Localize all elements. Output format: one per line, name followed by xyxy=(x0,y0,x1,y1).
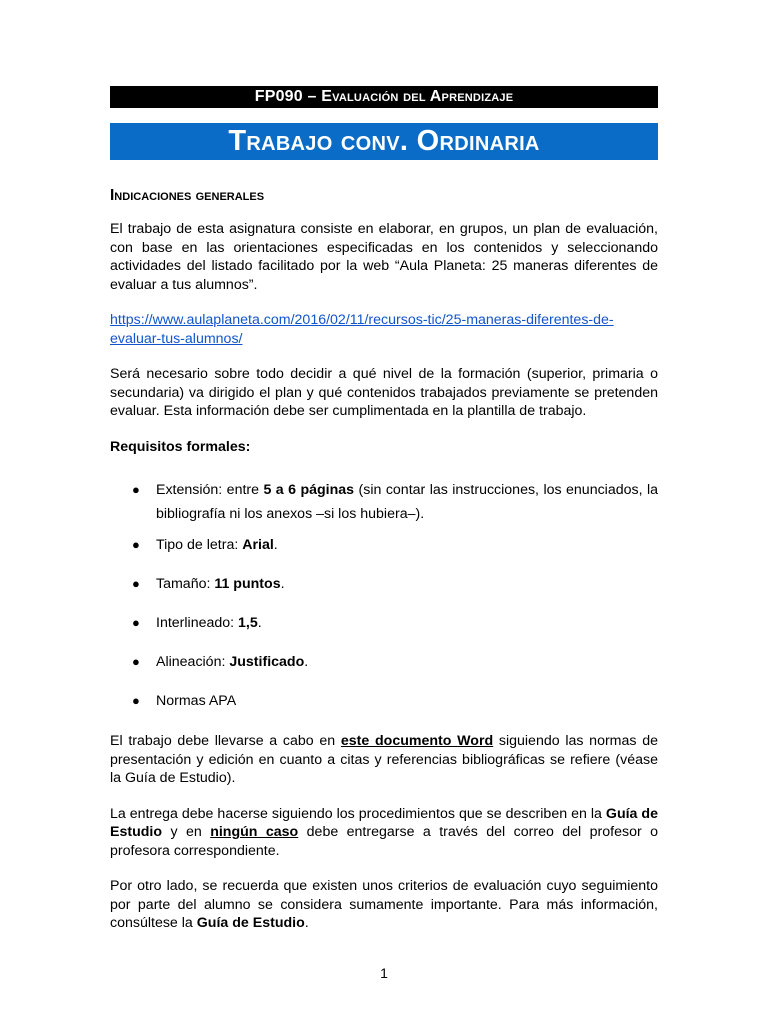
document-title-banner: Trabajo conv. Ordinaria xyxy=(110,123,658,160)
section-heading: Indicaciones generales xyxy=(110,187,265,204)
requirement-alignment xyxy=(110,650,658,674)
requirement-value: 1,5 xyxy=(238,615,258,631)
requirement-suffix: (sin contar las instrucciones, los enunciados, la bibliografía ni los anexos –si los hubiera–). xyxy=(156,482,659,522)
requirement-label: Alineación: xyxy=(156,654,230,670)
requirement-font xyxy=(110,533,658,557)
requirement-apa xyxy=(110,689,658,713)
bullet-icon: ● xyxy=(132,693,140,708)
aulaplaneta-link[interactable]: https://www.aulaplaneta.com/2016/02/11/recursos-tic/25-maneras-diferentes-de-evaluar-tus-alumnos/ xyxy=(110,312,614,347)
criteria-paragraph: Por otro lado, se recuerda que existen unos criterios de evaluación cuyo seguimiento por parte del alumno se considera sumamente importante. Para más información, consúltese la Guía de Estudio. xyxy=(110,878,658,931)
requirement-label: Tipo de letra: xyxy=(156,537,243,553)
requirement-label: Tamaño: xyxy=(156,576,215,592)
requirement-suffix: . xyxy=(273,537,278,553)
word-document-link[interactable]: este documento Word xyxy=(340,733,494,749)
requirement-extension xyxy=(110,478,658,526)
document-page xyxy=(110,86,658,933)
requirement-value: 5 a 6 páginas xyxy=(263,482,355,498)
study-guide-ref: Guía de Estudio xyxy=(196,915,305,931)
course-code-banner: FP090 – Evaluación del Aprendizaje xyxy=(110,86,658,108)
requirement-line-spacing xyxy=(110,611,658,635)
word-document-paragraph: El trabajo debe llevarse a cabo en este documento Word siguiendo las normas de presentación y edición en cuanto a citas y referencias bibliográficas se refiere (véase la Guía de Estudio). xyxy=(110,733,658,786)
delivery-paragraph: La entrega debe hacerse siguiendo los procedimientos que se describen en la Guía de Estudio y en ningún caso debe entregarse a través del correo del profesor o profesora correspondiente. xyxy=(110,805,658,859)
bullet-icon: ● xyxy=(132,576,140,591)
no-case-emphasis: ningún caso xyxy=(210,824,299,840)
requirement-label: Normas APA xyxy=(156,693,237,709)
requirement-label: Extensión: entre xyxy=(156,482,264,498)
bullet-icon: ● xyxy=(132,654,140,669)
requirement-suffix: . xyxy=(280,576,285,592)
requirement-suffix: . xyxy=(304,654,309,670)
bullet-icon: ● xyxy=(132,615,140,630)
requirement-size xyxy=(110,572,658,596)
requirement-value: 11 puntos xyxy=(214,576,281,592)
page-number: 1 xyxy=(380,965,388,981)
bullet-icon: ● xyxy=(132,482,140,497)
intro-paragraph: El trabajo de esta asignatura consiste en elaborar, en grupos, un plan de evaluación, con base en las orientaciones especificadas en los contenidos y seleccionando actividades del listado facilitado por la web “Aula Planeta: 25 maneras diferentes de evaluar a tus alumnos”. xyxy=(110,221,658,293)
bullet-icon: ● xyxy=(132,537,140,552)
requirements-list xyxy=(110,478,658,713)
study-guide-ref: Guía de Estudio xyxy=(110,805,658,840)
requirements-heading: Requisitos formales: xyxy=(110,438,251,455)
requirement-suffix: . xyxy=(257,615,262,631)
requirement-label: Interlineado: xyxy=(156,615,239,631)
requirement-value: Justificado xyxy=(229,654,305,670)
requirement-value: Arial xyxy=(242,537,274,553)
level-paragraph: Será necesario sobre todo decidir a qué nivel de la formación (superior, primaria o secundaria) va dirigido el plan y qué contenidos trabajados previamente se pretenden evaluar. Esta información debe ser cumplimentada en la plantilla de trabajo. xyxy=(110,366,658,419)
